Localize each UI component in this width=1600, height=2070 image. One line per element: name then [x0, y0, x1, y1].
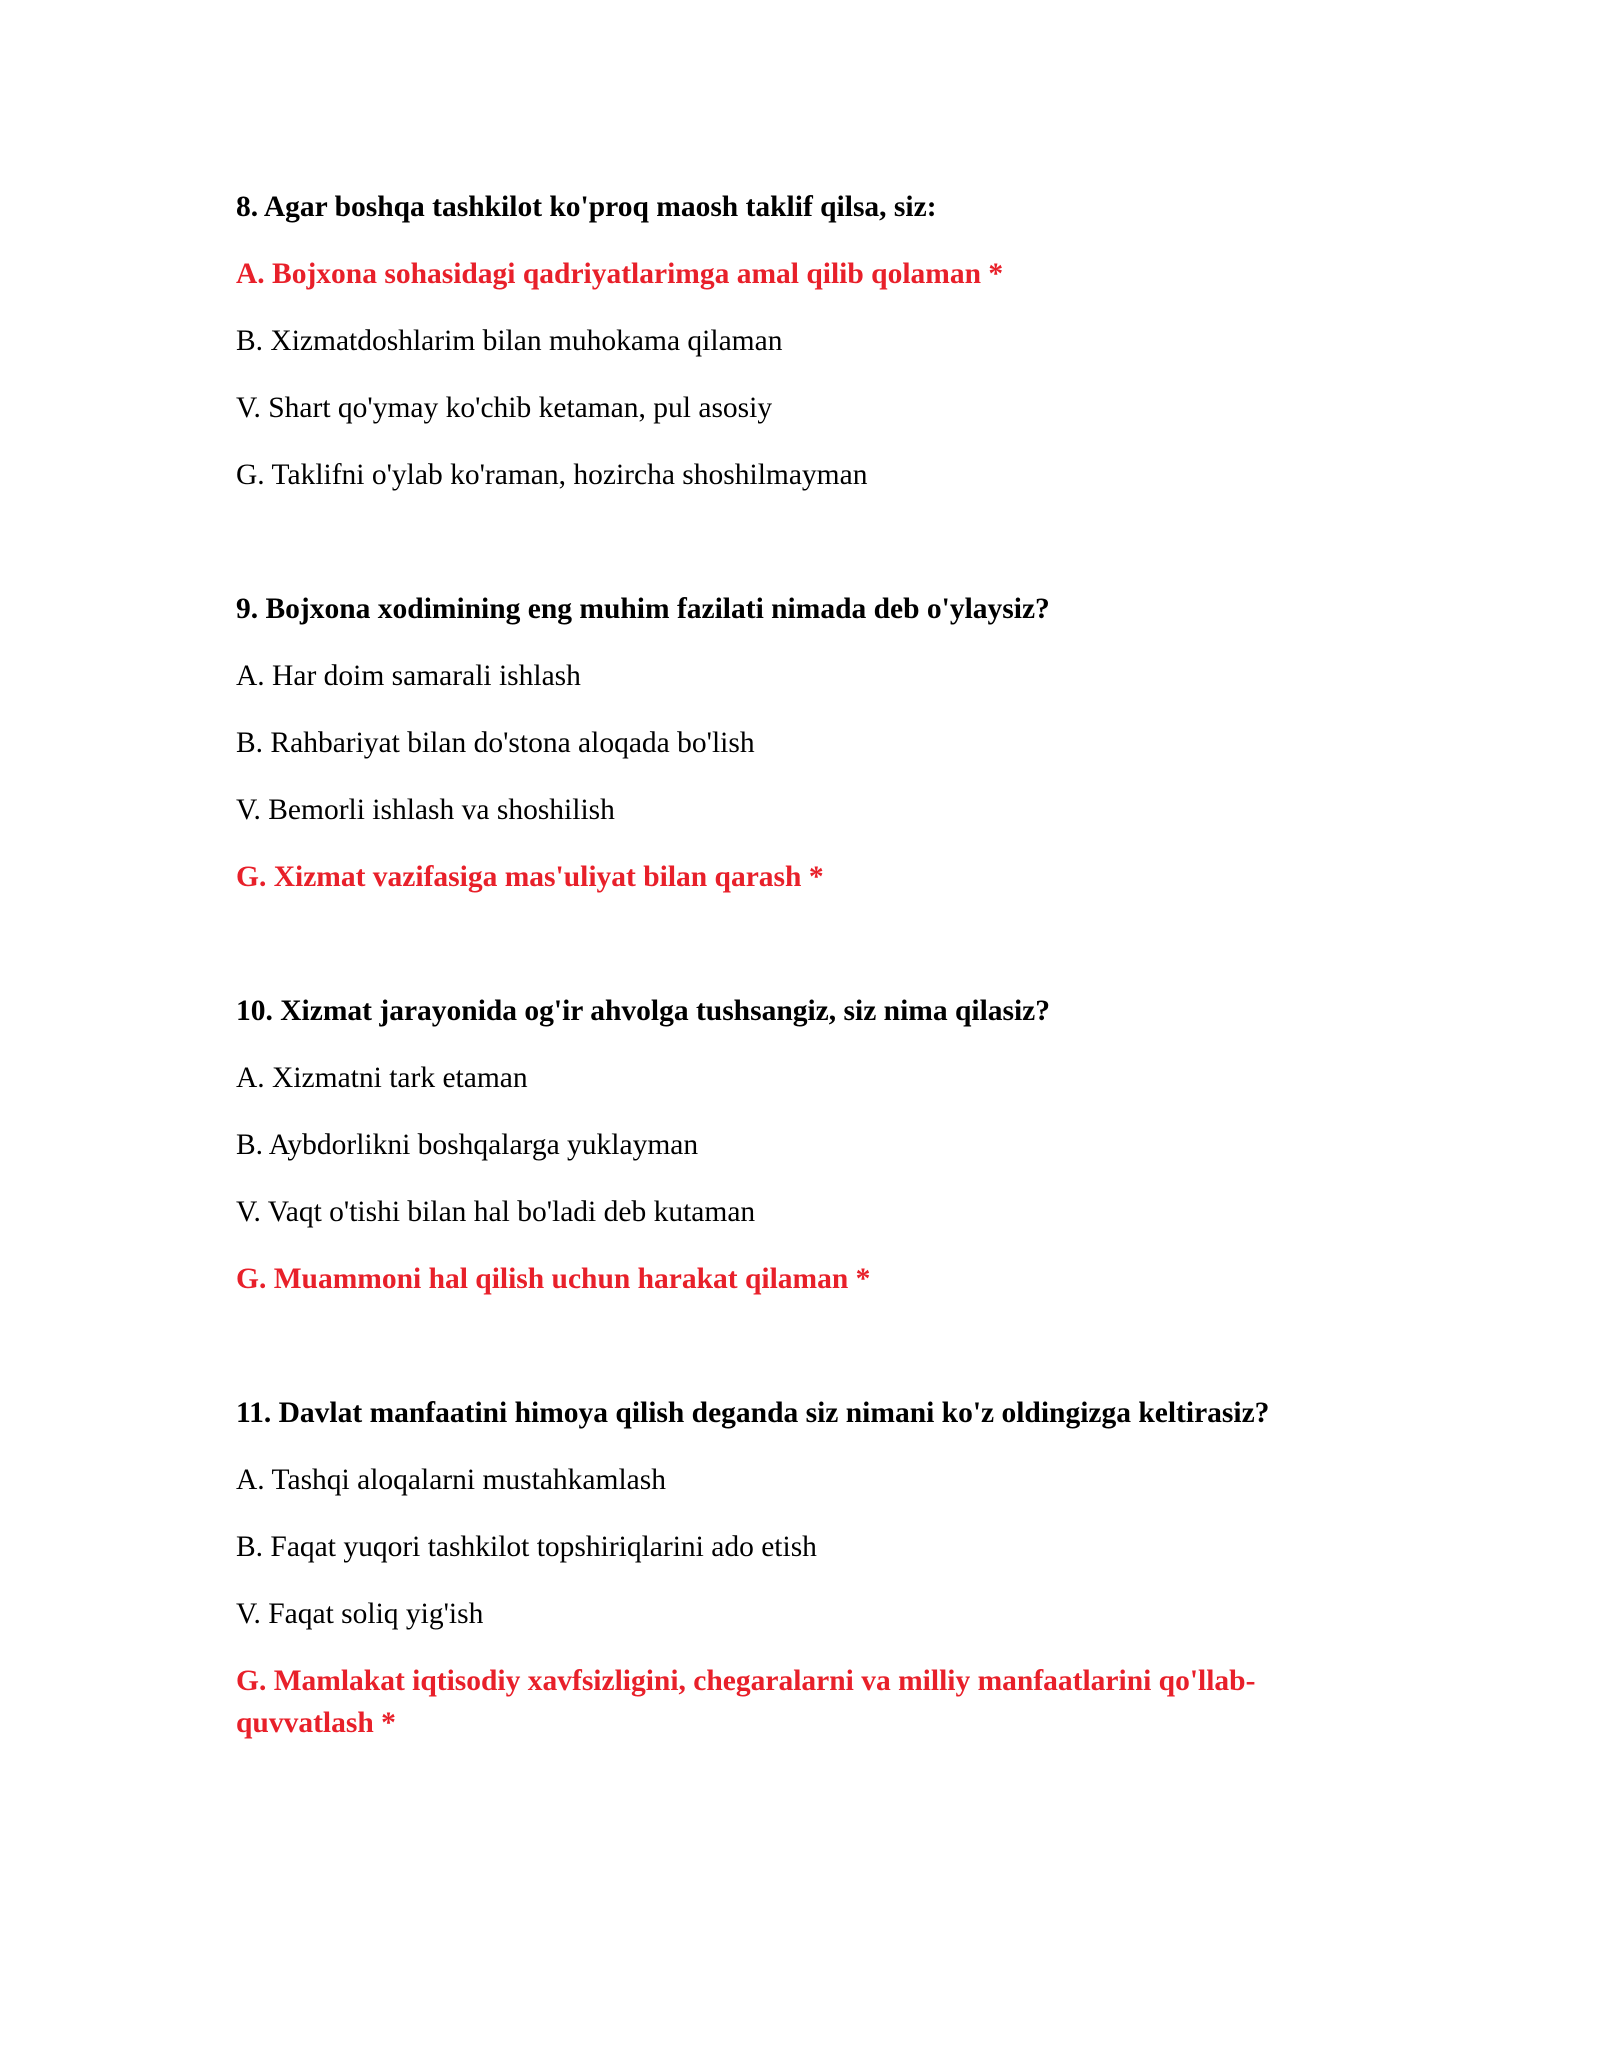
question-10-option-b: B. Aybdorlikni boshqalarga yuklayman [236, 1129, 699, 1161]
question-8-option-a: A. Bojxona sohasidagi qadriyatlarimga amal qilib qolaman * [236, 258, 1004, 290]
question-9-title: 9. Bojxona xodimining eng muhim fazilati nimada deb o'ylaysiz? [236, 593, 1050, 625]
question-10-title: 10. Xizmat jarayonida og'ir ahvolga tushsangiz, siz nima qilasiz? [236, 995, 1051, 1027]
question-11-title: 11. Davlat manfaatini himoya qilish deganda siz nimani ko'z oldingizga keltirasiz? [236, 1397, 1270, 1429]
question-10-option-v: V. Vaqt o'tishi bilan hal bo'ladi deb kutaman [236, 1196, 756, 1228]
question-11-option-a: A. Tashqi aloqalarni mustahkamlash [236, 1464, 666, 1496]
question-8-option-b: B. Xizmatdoshlarim bilan muhokama qilaman [236, 325, 783, 357]
question-9-option-b: B. Rahbariyat bilan do'stona aloqada bo'lish [236, 727, 755, 759]
question-9-option-a: A. Har doim samarali ishlash [236, 660, 581, 692]
question-8-title: 8. Agar boshqa tashkilot ko'proq maosh taklif qilsa, siz: [236, 191, 937, 223]
question-10-option-a: A. Xizmatni tark etaman [236, 1062, 528, 1094]
question-11-option-g: G. Mamlakat iqtisodiy xavfsizligini, chegaralarni va milliy manfaatlarini qo'llab-quvvatlash * [236, 1665, 1256, 1739]
question-8-option-v: V. Shart qo'ymay ko'chib ketaman, pul asosiy [236, 392, 773, 424]
question-9-option-v: V. Bemorli ishlash va shoshilish [236, 794, 615, 826]
question-10-option-g: G. Muammoni hal qilish uchun harakat qilaman * [236, 1263, 871, 1295]
question-11-option-v: V. Faqat soliq yig'ish [236, 1598, 484, 1630]
question-8-option-g: G. Taklifni o'ylab ko'raman, hozircha shoshilmayman [236, 459, 868, 491]
question-9-option-g: G. Xizmat vazifasiga mas'uliyat bilan qarash * [236, 861, 824, 893]
question-11-option-b: B. Faqat yuqori tashkilot topshiriqlarini ado etish [236, 1531, 817, 1563]
